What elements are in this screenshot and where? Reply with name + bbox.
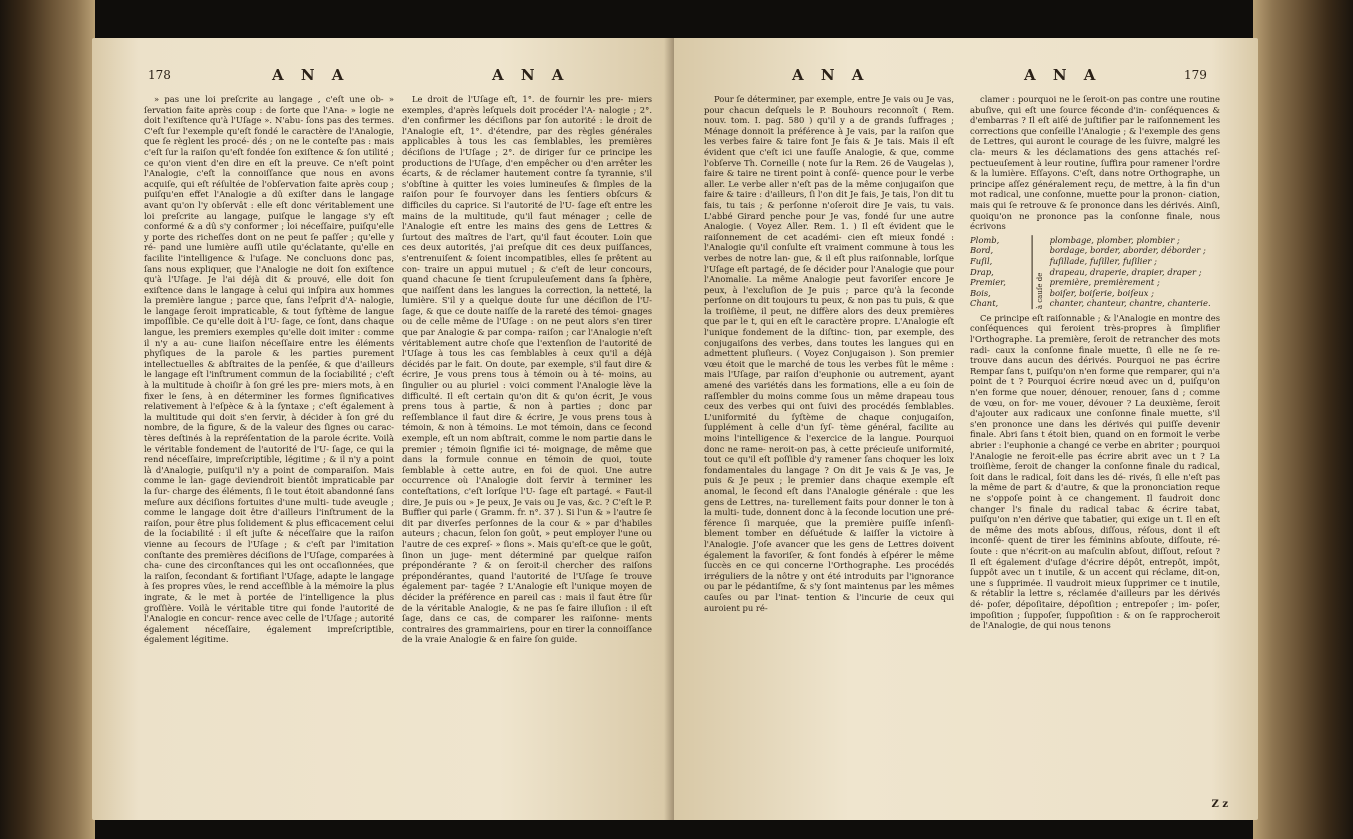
word-derivation-table <box>970 235 1220 309</box>
table-word: Fuſil, <box>970 255 993 266</box>
book-edge-right <box>1253 0 1353 839</box>
table-word: Plomb, <box>970 234 1000 245</box>
column-text: Pour ſe déterminer, par exemple, entre Je vais ou Je vas, pour chacun deſquels le P. Bouhours reconnoît ( Rem. nouv. tom. I. pag. 580 ) qu'il y a de grands ſuffrages ; Ménage donnoit la préférence à Je vais, par la raiſon que les verbes faire & taire font Je fais & Je tais. Mais il eſt évident que c'eſt ici une fauſſe Analogie, & que, comme l'obſerve Th. Corneille ( note ſur la Rem. 26 de Vaugelas ), faire & taire ne tirent point à conſé- quence pour le verbe aller. Le verbe aller n'eſt pas de la même conjugaiſon que faire & taire : d'ailleurs, ſi l'on dit Je fais, Je tais, l'on dit tu fais, tu tais ; & perſonne n'oſeroit dire Je vais, tu vais. L'abbé Girard penche pour Je vas, fondé ſur une autre Analogie. ( Voyez Aller. Rem. 1. ) Il eſt évident que le raiſonnement de cet académi- cien eſt mieux fondé : l'Analogie qu'il conſulte eſt vraiment commune à tous les verbes de notre lan- gue, & il eſt plus raiſonnable, lorſque l'Uſage eſt partagé, de ſe décider pour l'Analogie que pour l'Anomalie. La même Analogie peut favoriſer encore Je peux, à l'excluſion de Je puis ; parce qu'à la ſeconde perſonne on dit toujours tu peux, & non pas tu puis, & que la troiſième, il peut, ne diffère alors des deux premières que par le t, qui en eſt le caractère propre. L'Analogie eſt l'unique fondement de la diſtinc- tion, par exemple, des conjugaiſons des verbes, dans toutes les langues qui en admettent pluſieurs. ( Voyez Conjugaison ). Son premier vœu étoit que le marché de tous les verbes fût le même : mais l'Uſage, par raiſon d'euphonie ou autrement, ayant amené des variétés dans les formations, elle a eu ſoin de raſſembler du moins comme ſous un même drapeau tous ceux des verbes qui ont ſuivi des procédés ſemblables. L'uniformité du ſyſtème de chaque conjugaiſon, ſupplément à celle d'un ſyſ- tème général, facilite au moins l'intelligence & l'exercice de la langue. Pourquoi donc ne rame- neroit-on pas, à cette précieuſe uniformité, tout ce qu'il eſt poſſible d'y ramener ſans choquer les loix fondamentales du langage ? On dit Je vais & Je vas, Je puis & Je peux ; le premier dans chaque exemple eſt anomal, le ſecond eſt dans l'Analogie générale : que les gens de Lettres, na- turellement faits pour donner le ton à la multi- tude, donnent donc à la ſeconde locution une pré- férence ſi marquée, que la première puiſſe inſenſi- blement tomber en déſuétude & laiſſer la victoire à l'Analogie. J'oſe avancer que les gens de Lettres doivent également la favoriſer, & ſont fondés à eſpérer le même ſuccès en ce qui concerne l'Orthographe. Les procédés irréguliers de la nôtre y ont été introduits par l'ignorance ou par le pédantiſme, & s'y ſont maintenus par les mêmes cauſes ou par l'inat- tention & l'incurie de ceux qui auroient pu ré- <box>704 94 954 613</box>
column-text: Le droit de l'Uſage eſt, 1°. de fournir les pre- miers exemples, d'après leſquels doit procéder l'A- nalogie ; 2°. d'en confirmer les déciſions par ſon autorité : le droit de l'Analogie eſt, 1°. d'étendre, par des règles générales applicables à tous les cas ſemblables, les premières déciſions de l'Uſage ; 2°. de diriger ſur ce principe les productions de l'Uſage, d'en empêcher ou d'en arrêter les écarts, & de réclamer hautement contre ſa tyrannie, s'il s'obſtine à quitter les voies lumineuſes & ſimples de la raiſon pour ſe fourvoyer dans les ſentiers obſcurs & difficiles du caprice. Si l'autorité de l'U- ſage eſt entre les mains de la multitude, qu'il faut ménager ; celle de l'Analogie eſt entre les mains des gens de Lettres & ſurtout des maîtres de l'art, qu'il faut écouter. Loin que ces deux autorités, j'ai preſque dit ces deux puiſſances, s'entrenuiſent & ſoient incompatibles, elles ſe prêtent au con- traire un appui mutuel ; & c'eſt de leur concours, quand chacune ſe tient ſcrupuleuſement dans ſa ſphère, que naiſſent dans les langues la correction, la netteté, la lumière. S'il y a quelque doute ſur une déciſion de l'U- ſage, & que ce doute naiſſe de la rareté des témoi- gnages ou de celle même de l'Uſage : on ne peut alors s'en tirer que par Analogie & par compa- raiſon ; car l'Analogie n'eſt véritablement autre choſe que l'extenſion de l'autorité de l'Uſage à tous les cas ſemblables à ceux qu'il a déjà décidés par le fait. On doute, par exemple, s'il faut dire & écrire, Je vous prens tous à témoin ou à té- moins, au ſingulier ou au pluriel : voici comment l'Analogie lève la difficulté. Il eſt certain qu'on dit & qu'on écrit, Je vous prens tous à partie, & non à parties ; donc par reſſemblance il faut dire & écrire, Je vous prens tous à témoin, & non à témoins. Le mot témoin, dans ce ſecond exemple, eſt un nom abſtrait, comme le nom partie dans le premier ; témoin ſignifie ici té- moignage, de même que dans la formule connue en témoin de quoi, toute ſemblable à cette autre, en foi de quoi. Une autre occurrence où l'Analogie doit ſervir à terminer les conteſtations, c'eſt lorſque l'U- ſage eſt partagé. « Faut-il dire, Je puis ou » Je peux, Je vais ou Je vas, &c. ? C'eſt le P. Buffier qui parle ( Gramm. fr. n°. 37 ). Si l'un & » l'autre ſe dit par diverſes perſonnes de la cour & » par d'habiles auteurs ; chacun, ſelon ſon goût, » peut employer l'une ou l'autre de ces expreſ- » ſions ». Mais qu'eſt-ce que le goût, ſinon un juge- ment déterminé par quelque raiſon prépondérante ? & on ſeroit-il chercher des raiſons prépondérantes, quand l'autorité de l'Uſage ſe trouve également par- tagée ? L'Analogie eſt l'unique moyen de décider la préférence en pareil cas : mais il faut être ſûr de la véritable Analogie, & ne pas ſe faire illuſion : il eſt ſage, dans ce cas, de comparer les raiſonne- ments contraires des grammairiens, pour en tirer la connoiſſance de la vraie Analogie & en faire ſon guide. <box>402 94 652 645</box>
table-word: Chant, <box>970 298 999 309</box>
table-word: Bois, <box>970 287 991 298</box>
text-column <box>704 94 954 806</box>
right-page <box>674 38 1258 820</box>
text-column <box>970 94 1220 806</box>
table-word: Premier, <box>970 277 1006 288</box>
table-derived-words: fuſillade, fuſiller, fuſilier ; <box>1049 255 1157 266</box>
catchword: Z z <box>1211 799 1228 810</box>
book-edge-left <box>0 0 95 839</box>
column-text: clamer : pourquoi ne le ſeroit-on pas contre une routine abuſive, qui eſt une ſource féconde d'in- conſéquences & d'embarras ? Il eſt aiſé de juſtifier par le raiſonnement les corrections que conſeille l'Analogie ; & l'exemple des gens de Lettres, qui auront le courage de les ſuivre, malgré les cla- meurs & les déclamations des gens attachés reſ- pectueuſement à leur routine, ſuffira pour ramener l'ordre & la lumière. Eſſayons. C'eſt, dans notre Orthographe, un principe aſſez généralement reçu, de mettre, à la fin d'un mot radical, une conſonne, muette pour la pronon- ciation, mais qui ſe retrouve & ſe prononce dans les dérivés. Ainſi, quoiqu'on ne prononce pas la conſonne finale, nous écrivons <box>970 94 1220 232</box>
running-head: A N A <box>492 66 570 84</box>
running-head: A N A <box>1024 66 1102 84</box>
table-derived-words: première, premièrement ; <box>1049 277 1160 288</box>
running-head: A N A <box>792 66 870 84</box>
column-text: Ce principe eſt raiſonnable ; & l'Analogie en montre des conſéquences qui feroient très-propres à ſimplifier l'Orthographe. La première, ſeroit de retrancher des mots radi- caux la conſonne finale muette, ſi elle ne ſe re- trouve dans aucun des dérivés. Pourquoi ne pas écrire Rempar ſans t, puiſqu'on n'en forme que remparer, qui n'a point de t ? Pourquoi écrire nœud avec un d, puiſqu'on n'en forme que nouer, dénouer, renouer, ſans d ; comme de vœu, on for- me vouer, dévouer ? La deuxième, ſeroit d'ajouter aux radicaux une conſonne finale muette, s'il s'en prononce une dans les dérivés qui puiſſe devenir finale. Abri ſans t étoit bien, quand on en formoit le verbe abrier : l'euphonie a changé ce verbe en abriter ; pourquoi l'Analogie ne feroit-elle pas écrire abrit avec un t ? La troiſième, ſeroit de changer la conſonne finale du radical, ſoit dans le radical, ſoit dans les dé- rivés, ſi elle n'eſt pas la même de part & d'autre, & que la prononciation reque ne s'oppoſe point à ce changement. Il faudroit donc changer l's finale du radical tabac & écrire tabat, puiſqu'on n'en dérive que tabatier, qui exige un t. Il en eſt de même des mots abſous, diſſous, réſous, dont il eſt inconſé- quent de tirer les féminins abſoute, diſſoute, ré- ſoute : que n'écrit-on au maſculin abſout, diſſout, reſout ? Il eſt également d'uſage d'écrire dépôt, entrepôt, impôt, ſuppôt avec un t inutile, & un accent qui réclame, dit-on, une s ſupprimée. Il vaudroit mieux ſupprimer ce t inutile, & rétablir la lettre s, réclamée d'ailleurs par les dérivés dé- poſer, dépoſitaire, dépoſition ; entrepoſer ; im- poſer, impoſition ; ſuppoſer, ſuppoſition : & on ſe rapprocheroit de l'Analogie, de qui nous tenons <box>970 312 1220 631</box>
table-derived-words: drapeau, draperie, drapier, draper ; <box>1049 266 1202 277</box>
table-derived-words: plombage, plomber, plombier ; <box>1049 234 1180 245</box>
text-column <box>402 94 652 806</box>
table-word: Drap, <box>970 266 994 277</box>
column-text: » pas une loi preſcrite au langage , c'eſt une ob- » ſervation faite après coup : de ſorte que l'Ana- » logie ne doit l'exiſtence qu'à l'Uſage ». N'abu- ſons pas des termes. C'eſt ſur l'exemple qu'eſt fondé le caractère de l'Analogie, que ſe règlent les procé- dés ; on ne le conteſte pas : mais c'eſt ſur la raiſon qu'eſt fondée ſon exiſtence & ſon utilité ; ce qu'on vient d'en dire en eſt la preuve. Ce n'eſt point l'Analogie, c'eſt la connoiſſance que nous en avons acquiſe, qui eſt réſultée de l'obſervation faite après coup ; puiſqu'en effet l'Analogie a dû exiſter dans le langage avant qu'on l'y obſervât : elle eſt donc véritablement une loi preſcrite au langage, puiſque le langage s'y eſt conformé & a dû s'y conformer ; loi néceſſaire, puiſqu'elle y porte des richeſſes dont on ne peut ſe paſſer ; qu'elle y ré- pand une lumière auſſi utile qu'éclatante, qu'elle en facilite l'intelligence & l'uſage. Ne concluons donc pas, ſans nous expliquer, que l'Analogie ne doit ſon exiſtence qu'à l'Uſage. Je l'ai déjà dit & prouvé, elle doit ſon exiſtence dans le langage à celui qui inſpira aux hommes la première langue ; parce que, ſans l'eſprit d'A- nalogie, le langage ſeroit impraticable, & tout ſyſtème de langue impoſſible. Ce qu'elle doit à l'U- ſage, ce ſont, dans chaque langue, les premiers exemples qu'elle doit imiter : comme il n'y a au- cune liaiſon néceſſaire entre les éléments phyſiques de la parole & les parties purement intellectuelles & abſtraites de la penſée, & que d'ailleurs le langage eſt l'inſtrument commun de la ſociabilité ; c'eſt à la multitude à choiſir à ſon gré les pre- miers mots, à en fixer le ſens, à en déterminer les formes ſignificatives relativement à l'eſpèce & à la ſyntaxe ; c'eſt également à la multitude qui doit s'en ſervir, à décider à ſon gré du nombre, de la figure, & de la valeur des ſignes ou carac- tères deſtinés à la repréſentation de la parole écrite. Voilà le véritable fondement de l'autorité de l'U- ſage, ce qui la rend néceſſaire, impreſcriptible, légitime ; & il n'y a point là d'Analogie, puiſqu'il n'y a point de comparaiſon. Mais comme le lan- gage deviendroit bientôt impraticable par la ſur- charge des éléments, ſi le tout étoit abandonné ſans meſure aux déciſions fortuites d'une multi- tude aveugle ; comme le langage doit être d'ailleurs l'inſtrument de la raiſon, pour être plus ſolidement & plus efficacement celui de la ſociabilité : il eſt juſte & néceſſaire que la raiſon vienne au ſecours de l'Uſage ; & c'eſt par l'imitation conſtante des premières déciſions de l'Uſage, comparées à cha- cune des circonſtances qui les ont occaſionnées, que la raiſon, ſecondant & fortifiant l'Uſage, adapte le langage à ſes propres vûes, le rend acceſſible à la mémoire la plus ingrate, & le met à portée de l'intelligence la plus groſſière. Voilà le véritable titre qui fonde l'autorité de l'Analogie en concur- rence avec celle de l'Uſage ; autorité également néceſſaire, également impreſcriptible, également légitime. <box>144 94 394 645</box>
table-derived-words: bordage, border, aborder, déborder ; <box>1049 245 1206 256</box>
table-derived-words: boiſer, boiſerie, boiſeux ; <box>1049 287 1154 298</box>
page-number: 178 <box>148 68 171 82</box>
table-derived-words: chanter, chanteur, chantre, chanterie. <box>1049 298 1211 309</box>
left-page <box>92 38 674 820</box>
page-number: 179 <box>1184 68 1207 82</box>
text-column <box>144 94 394 806</box>
brace-label: à cauſe de <box>1032 235 1046 309</box>
running-head: A N A <box>272 66 350 84</box>
table-word: Bord, <box>970 245 994 256</box>
